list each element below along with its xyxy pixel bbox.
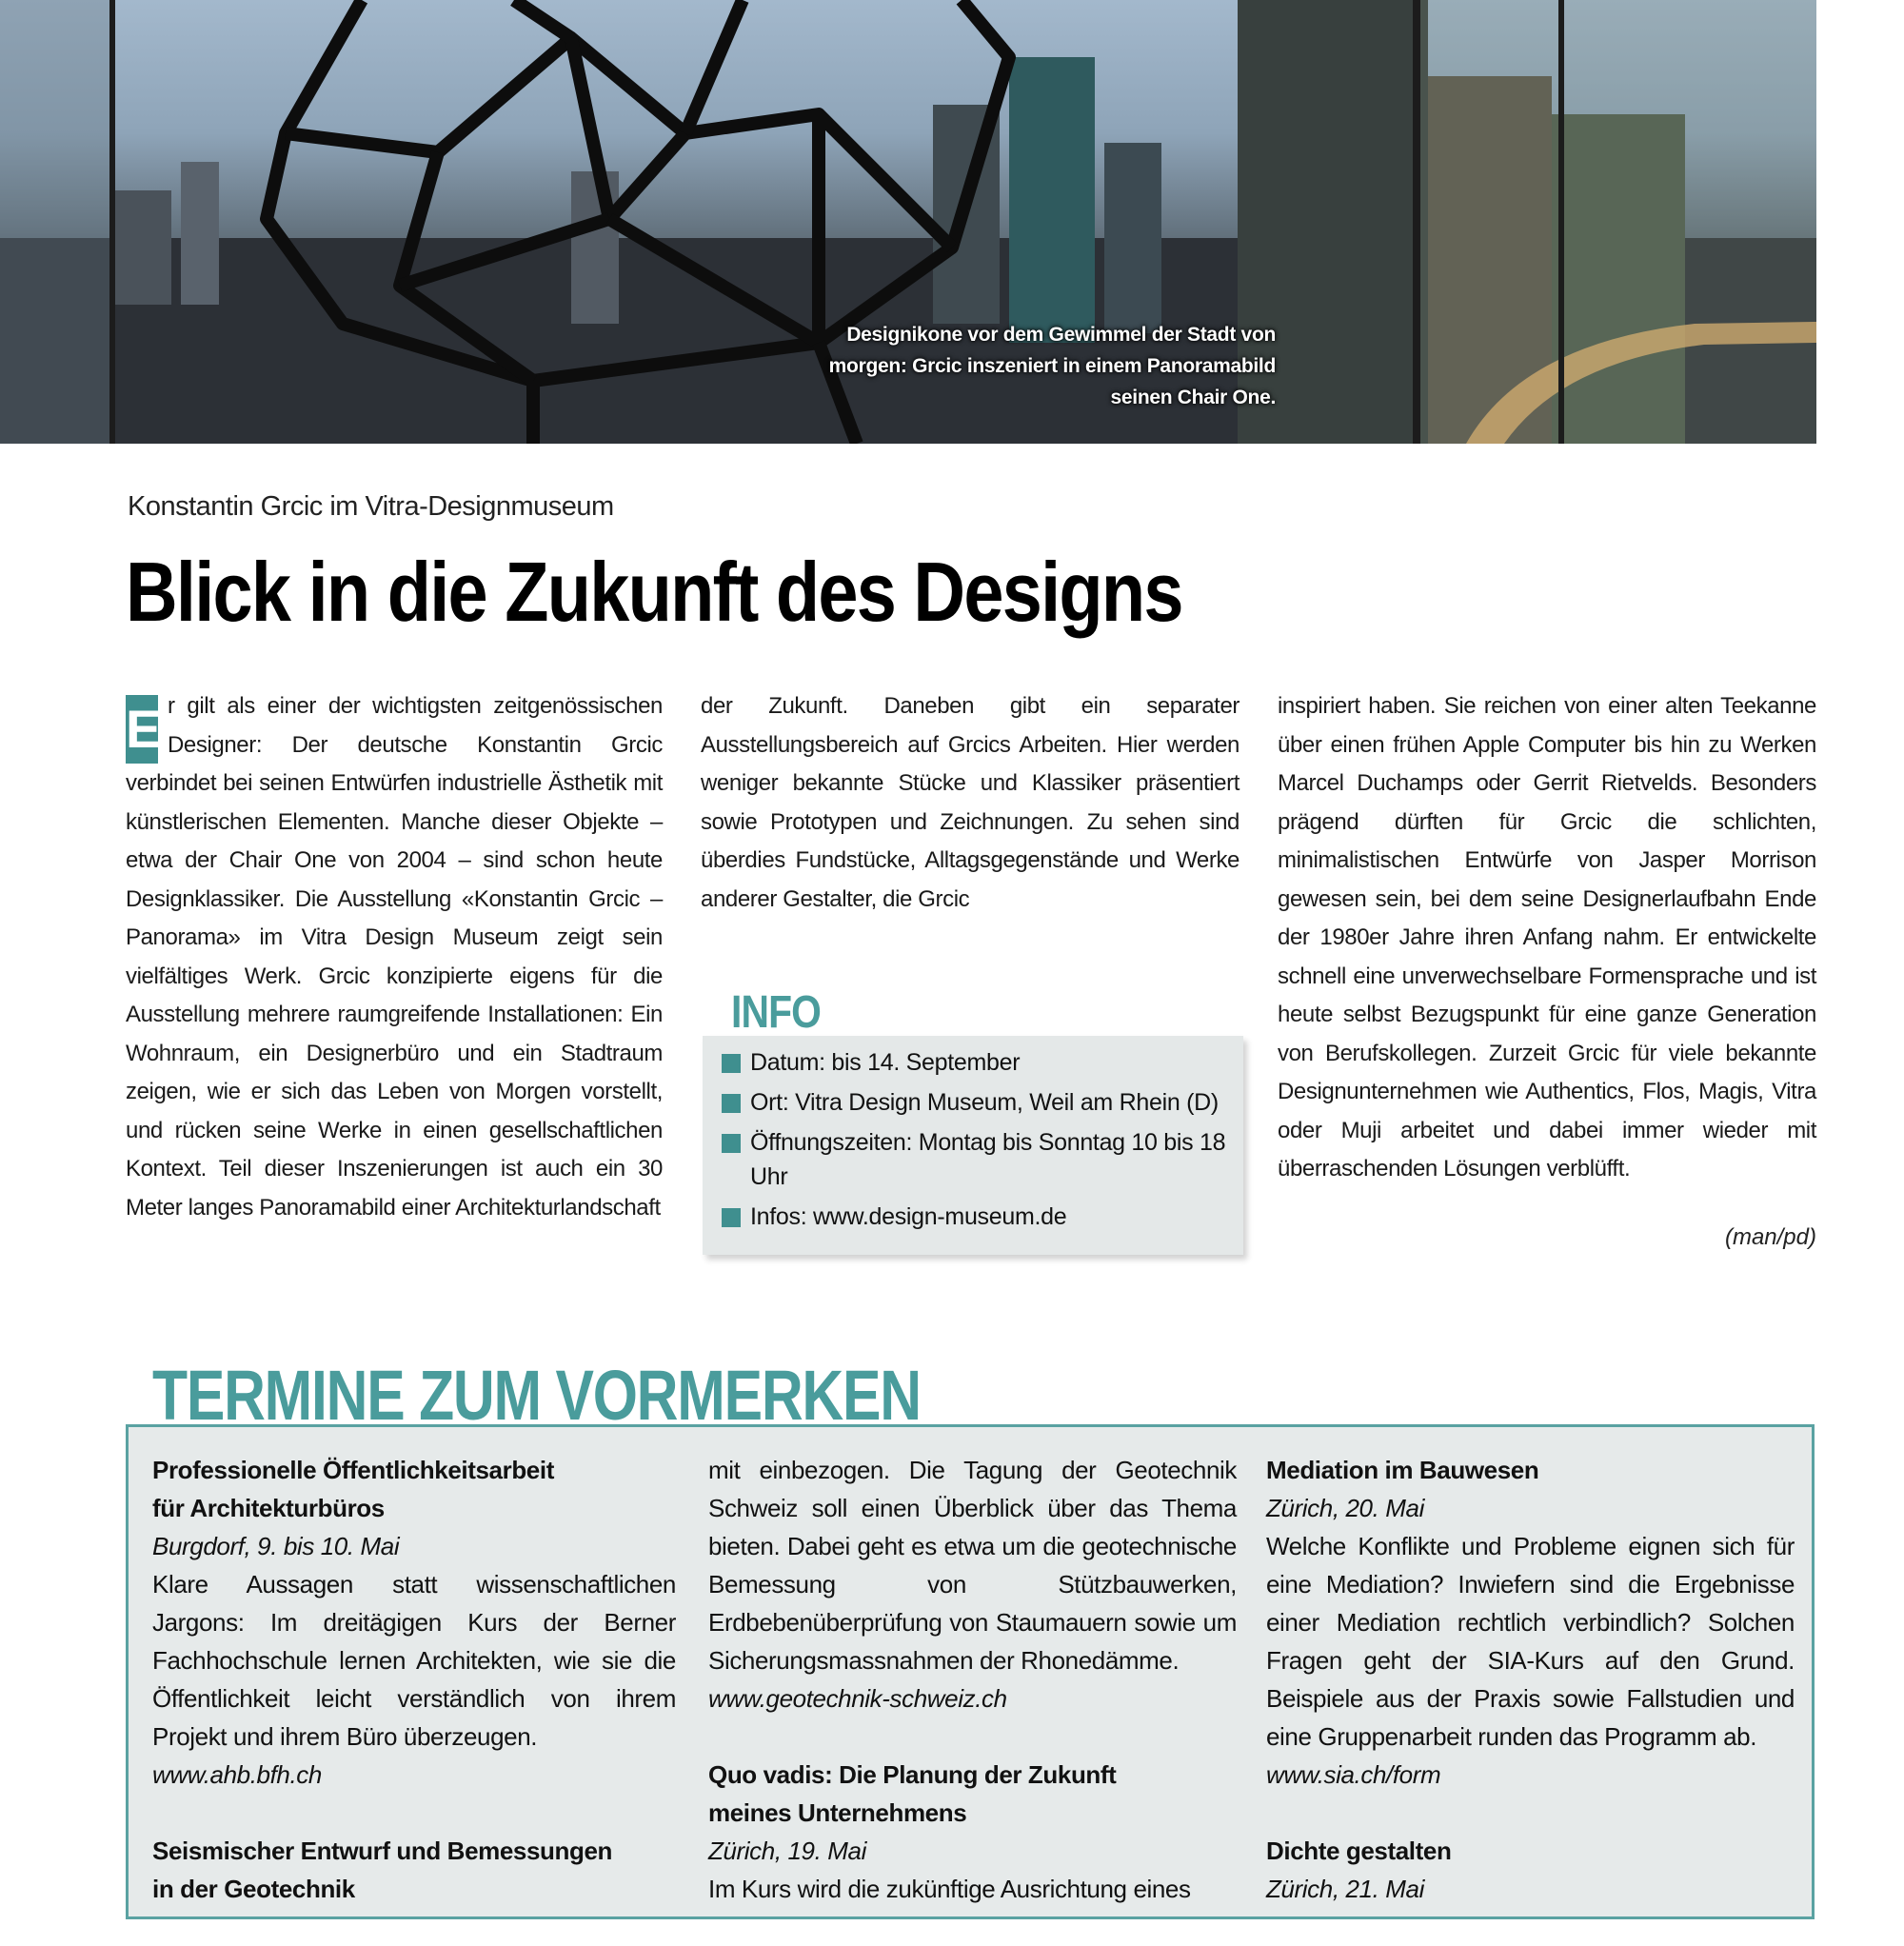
article-text-1: r gilt als einer der wichtigsten zeitgenössischen Designer: Der deutsche Konstantin Grcic verbindet bei seinen Entwürfen industrielle Ästhetik mit künstlerischen Elementen. Manche dieser Objekte – etwa der Chair One von 2004 – sind schon heute Designklassiker. Die Ausstellung «Konstantin Grcic – Panorama» im Vitra Design Museum zeigt sein vielfältiges Werk. Grcic konzipierte eigens für die Ausstellung mehrere raumgreifende Installationen: Ein Wohnraum, ein Designerbüro und ein Stadtraum zeigen, wie er sich das Leben von Morgen vorstellt, und rücken seine Werke in einen gesellschaftlichen Kontext. Teil dieser Inszenierungen ist auch ein 30 Meter langes Panoramabild einer Architekturlandschaft [126,693,663,1221]
event-date-location: Zürich, 21. Mai [1266,1875,1424,1903]
hero-caption: Designikone vor dem Gewimmel der Stadt von morgen: Grcic inszeniert in einem Panoramabild seinen Chair One. [828,324,1276,408]
event-title: Professionelle Öffentlichkeitsarbeit für Architekturbüros [152,1456,554,1522]
info-box [703,1036,1243,1255]
event-title: Quo vadis: Die Planung der Zukunft meines Unternehmens [708,1760,1117,1827]
info-item [722,1085,1236,1120]
article-kicker: Konstantin Grcic im Vitra-Designmuseum [128,491,614,522]
event-description: mit einbezogen. Die Tagung der Geotechnik Schweiz soll einen Überblick über das Thema bieten. Dabei geht es etwa um die geotechnische Bemessung von Stützbauwerken, Erdbebenüberprüfung von Staumauern sowie um Sicherungsmassnahmen der Rhonedämme. [708,1456,1237,1675]
event-entry [708,1756,1237,1908]
square-bullet-icon [722,1134,741,1153]
square-bullet-icon [722,1094,741,1113]
event-description: Welche Konflikte und Probleme eignen sich für eine Mediation? Inwiefern sind die Ergebnisse einer Mediation rechtlich verbindlich? Solchen Fragen geht der SIA-Kurs auf den Grund. Beispiele aus der Praxis sowie Fallstudien und eine Gruppenarbeit runden das Programm ab. [1266,1532,1795,1751]
event-date-location: Zürich, 20. Mai [1266,1494,1424,1522]
event-entry [1266,1451,1795,1794]
article-headline: Blick in die Zukunft des Designs [126,545,1182,639]
drop-cap: E [126,695,158,764]
article-column-1 [126,687,663,1227]
article-author: (man/pd) [1724,1224,1816,1250]
event-link[interactable]: www.ahb.bfh.ch [152,1760,322,1789]
info-list [722,1045,1236,1240]
event-title: Seismischer Entwurf und Bemessungen in der Geotechnik [152,1837,613,1903]
info-item-text: Datum: bis 14. September [750,1049,1021,1076]
hero-image [0,0,1816,444]
info-item [722,1125,1236,1194]
event-entry [708,1451,1237,1718]
event-entry [152,1451,676,1794]
article-column-3 [1278,687,1816,1189]
article-text-3: inspiriert haben. Sie reichen von einer alten Teekanne über einen frühen Apple Computer bis hin zu Werken Marcel Duchamps oder Gerrit Rietvelds. Besonders prägend dürften für Grcic die schlichten, minimalistischen Entwürfe von Jasper Morrison gewesen sein, bei dem seine Designerlaufbahn Ende der 1980er Jahre ihren Anfang nahm. Er entwickelte schnell eine unverwechselbare Formensprache und ist heute selbst Bezugspunkt für eine ganze Generation von Berufskollegen. Zurzeit Grcic für viele bekannte Designunternehmen wie Authentics, Flos, Magis, Vitra oder Muji arbeitet und dabei immer wieder mit überraschenden Lösungen verblüfft. [1278,693,1816,1182]
article-column-2 [701,687,1240,919]
event-date-location: Burgdorf, 9. bis 10. Mai [152,1532,400,1560]
event-date-location: Zürich, 19. Mai [708,1837,866,1865]
termine-column-1 [152,1451,676,1946]
info-item-text: Ort: Vitra Design Museum, Weil am Rhein (D) [750,1089,1219,1116]
event-title: Dichte gestalten [1266,1837,1452,1865]
event-entry [152,1832,676,1908]
info-item-text: Öffnungszeiten: Montag bis Sonntag 10 bis 18 Uhr [750,1129,1226,1190]
article-text-2: der Zukunft. Daneben gibt ein separater Ausstellungsbereich auf Grcics Arbeiten. Hier werden weniger bekannte Stücke und Klassiker präsentiert sowie Prototypen und Zeichnungen. Zu sehen sind überdies Fundstücke, Alltagsgegenstände und Werke anderer Gestalter, die Grcic [701,693,1240,912]
termine-column-3 [1266,1451,1795,1946]
info-item [722,1045,1236,1080]
event-entry [1266,1832,1795,1908]
event-link[interactable]: www.geotechnik-schweiz.ch [708,1684,1007,1713]
event-description: Im Kurs wird die zukünftige Ausrichtung eines [708,1875,1191,1903]
info-item [722,1200,1236,1234]
square-bullet-icon [722,1208,741,1227]
termine-title: TERMINE ZUM VORMERKEN [152,1356,921,1435]
info-title: INFO [731,987,822,1038]
event-description: Klare Aussagen statt wissenschaftlichen Jargons: Im dreitägigen Kurs der Berner Fachhochschule lernen Architekten, wie sie die Öffentlichkeit leicht verständlich von ihrem Projekt und ihrem Büro überzeugen. [152,1570,676,1751]
event-title: Mediation im Bauwesen [1266,1456,1539,1484]
termine-column-2 [708,1451,1237,1946]
info-item-text: Infos: www.design-museum.de [750,1203,1067,1230]
event-link[interactable]: www.sia.ch/form [1266,1760,1441,1789]
square-bullet-icon [722,1054,741,1073]
